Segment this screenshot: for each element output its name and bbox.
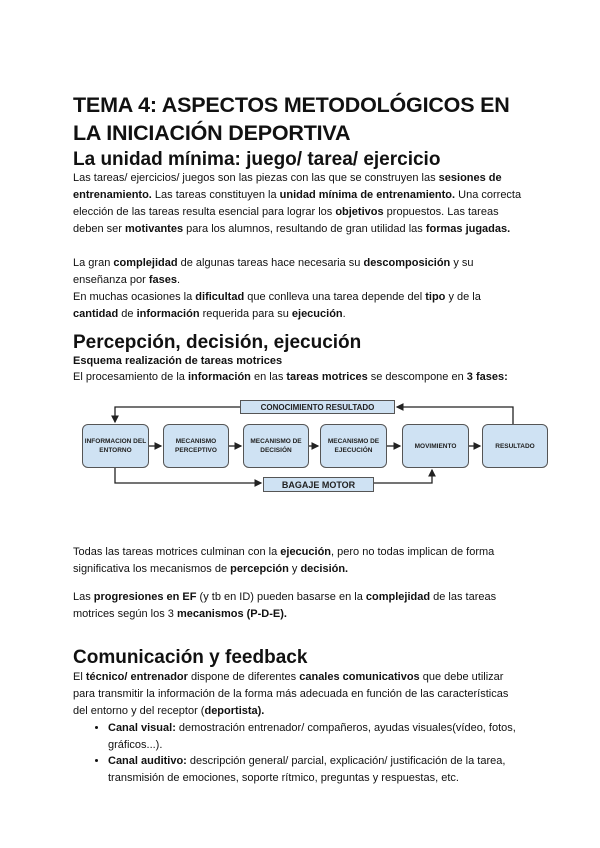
bold-text-run: complejidad — [113, 257, 178, 269]
bold-text-run: técnico/ entrenador — [85, 671, 188, 683]
channel-list — [73, 720, 526, 786]
bold-text-run: percepción — [230, 563, 289, 575]
bold-text-run: dificultad — [195, 291, 245, 303]
diagram-subheading: Esquema realización de tareas motrices — [73, 355, 283, 367]
paragraph — [73, 170, 523, 238]
text-run: En muchas ocasiones la — [73, 291, 196, 303]
bold-text-run: motivantes — [124, 223, 184, 235]
text-run: propuestos. Las tareas deben ser — [73, 206, 499, 235]
feedback-label-conocimiento-resultado: CONOCIMIENTO RESULTADO — [240, 400, 395, 414]
bold-text-run: ejecución — [280, 546, 332, 558]
text-run: que conlleva una tarea depende del — [244, 291, 426, 303]
text-run: y de la — [445, 291, 481, 303]
diagram-box-movimiento: MOVIMIENTO — [402, 424, 469, 468]
text-run: de — [118, 308, 137, 320]
paragraph — [73, 669, 523, 720]
text-run: que debe utilizar para transmitir la información de la forma más adecuada en función de las características del entorno y del receptor ( — [73, 671, 509, 717]
text-run: Las tareas/ ejercicios/ juegos son las piezas con las que se construyen las — [73, 172, 439, 184]
bold-text-run: Canal visual: — [108, 722, 176, 734]
bold-text-run: decisión. — [300, 563, 349, 575]
text-run: Las — [73, 591, 94, 603]
bold-text-run: sesiones de entrenamiento. — [73, 172, 502, 201]
bold-text-run: ejecución — [291, 308, 343, 320]
bold-text-run: deportista). — [204, 705, 265, 717]
text-run: Todas las tareas motrices culminan con la — [73, 546, 281, 558]
text-run: y su enseñanza por — [73, 257, 474, 286]
bold-text-run: mecanismos (P-D-E). — [176, 608, 287, 620]
text-run: descripción general/ parcial, explicación/ justificación de la tarea, transmisión de emociones, soporte rítmico, preguntas y respuestas, etc. — [108, 755, 506, 784]
bold-text-run: tareas motrices — [286, 371, 368, 383]
bold-text-run: tipo — [425, 291, 446, 303]
text-run: en las — [250, 371, 287, 383]
text-run: Las tareas constituyen la — [151, 189, 280, 201]
text-run: demostración entrenador/ compañeros, ayudas visuales(vídeo, fotos, gráficos...). — [108, 722, 516, 751]
paragraph — [73, 289, 523, 323]
text-run: , pero no todas implican de forma significativa los mecanismos de — [73, 546, 495, 575]
text-run: requerida para su — [199, 308, 292, 320]
diagram-box-resultado: RESULTADO — [482, 424, 548, 468]
text-run: dispone de diferentes — [187, 671, 300, 683]
page-title: TEMA 4: ASPECTOS METODOLÓGICOS EN LA INICIACIÓN DEPORTIVA — [73, 93, 510, 145]
bold-text-run: formas jugadas. — [425, 223, 511, 235]
diagram-box-mecanismo-ejecucion: MECANISMO DE EJECUCIÓN — [320, 424, 387, 468]
diagram-box-mecanismo-perceptivo: MECANISMO PERCEPTIVO — [163, 424, 229, 468]
bold-text-run: información — [187, 371, 251, 383]
bold-text-run: 3 fases: — [466, 371, 508, 383]
paragraph — [73, 369, 523, 386]
task-processing-diagram — [70, 395, 550, 500]
text-run: de algunas tareas hace necesaria su — [177, 257, 364, 269]
bold-text-run: información — [136, 308, 200, 320]
diagram-box-mecanismo-decision: MECANISMO DE DECISIÓN — [243, 424, 309, 468]
text-run: y — [288, 563, 301, 575]
diagram-box-informacion-entorno: INFORMACION DEL ENTORNO — [82, 424, 149, 468]
text-run: de las tareas motrices según los 3 — [73, 591, 497, 620]
list-item-canal-auditivo — [108, 753, 526, 786]
bold-text-run: progresiones en EF — [93, 591, 197, 603]
text-run: . — [342, 308, 346, 320]
text-run: El procesamiento de la — [73, 371, 188, 383]
text-run: Una correcta elección de las tareas resulta esencial para lograr los — [73, 189, 522, 218]
section-heading-comunicacion: Comunicación y feedback — [73, 647, 308, 668]
list-item-canal-visual — [108, 720, 526, 753]
text-run: . — [176, 274, 181, 286]
bold-text-run: complejidad — [365, 591, 431, 603]
paragraph — [73, 544, 523, 578]
text-run: se descompone en — [367, 371, 467, 383]
bold-text-run: objetivos — [335, 206, 384, 218]
text-run: para los alumnos, resultando de gran utilidad las — [183, 223, 426, 235]
bold-text-run: fases — [148, 274, 177, 286]
paragraph — [73, 255, 523, 289]
bold-text-run: canales comunicativos — [299, 671, 420, 683]
bold-text-run: cantidad — [73, 308, 119, 320]
section-heading-unidad-minima: La unidad mínima: juego/ tarea/ ejercicio — [73, 149, 441, 170]
text-run: La gran — [73, 257, 114, 269]
bold-text-run: Canal auditivo: — [108, 755, 187, 767]
section-heading-percepcion: Percepción, decisión, ejecución — [73, 332, 362, 353]
paragraph — [73, 589, 523, 623]
section-unidad-minima-body — [73, 170, 523, 323]
text-run: (y tb en ID) pueden basarse en la — [196, 591, 366, 603]
bold-text-run: descomposición — [363, 257, 451, 269]
bold-text-run: unidad mínima de entrenamiento. — [279, 189, 456, 201]
text-run: El — [73, 671, 86, 683]
motor-label-bagaje-motor: BAGAJE MOTOR — [263, 477, 374, 492]
